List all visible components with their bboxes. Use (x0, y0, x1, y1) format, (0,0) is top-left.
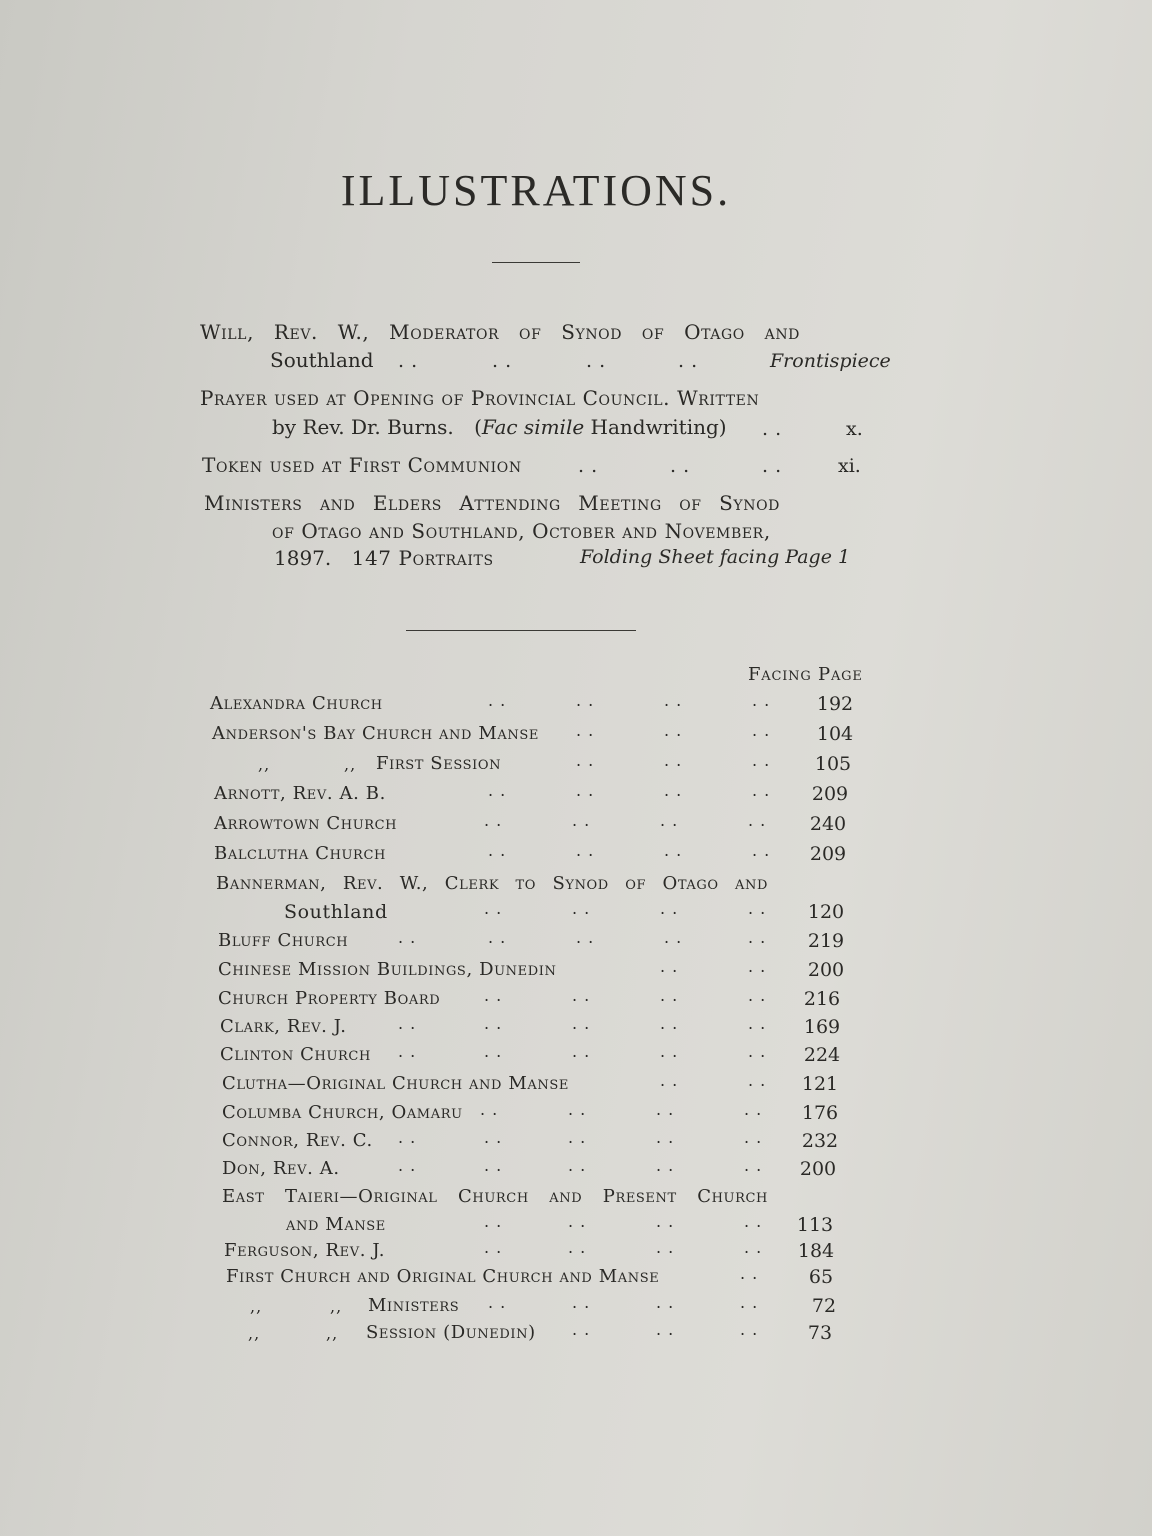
facing-page-header: Facing Page (748, 664, 863, 685)
list-item (0, 1016, 1152, 1044)
facing-page-number: 240 (809, 813, 847, 835)
leader-dots: . . (484, 899, 503, 918)
list-item-label: Clinton Church (220, 1044, 371, 1065)
list-item (0, 1266, 1152, 1294)
entry-will-line2 (270, 346, 374, 374)
leader-dots: . . (744, 1100, 763, 1119)
entry-prayer-facsimile: Fac simile (481, 415, 585, 439)
leader-dots: . . (484, 1238, 503, 1257)
entry-will-line1: Will, Rev. W., Moderator of Synod of Otago and (200, 320, 800, 344)
list-item (0, 813, 1152, 841)
leader-dots: . . (740, 1264, 759, 1283)
leader-dots: . . (568, 1212, 587, 1231)
page-title: ILLUSTRATIONS. (340, 166, 732, 215)
facing-page-number: 169 (803, 1016, 841, 1038)
leader-dots: . . (656, 1238, 675, 1257)
leader-dots: . . (748, 957, 767, 976)
list-item (0, 1240, 1152, 1268)
leader-dots: . . (484, 1156, 503, 1175)
leader-dots: . . (492, 350, 512, 372)
leader-dots: . . (568, 1238, 587, 1257)
facing-page-number: 200 (807, 959, 845, 981)
list-item-label: Session (Dunedin) (366, 1322, 536, 1343)
leader-dots: . . (748, 811, 767, 830)
facing-page-number: 184 (797, 1240, 835, 1262)
list-item-label: Clark, Rev. J. (220, 1016, 347, 1037)
list-item (0, 723, 1152, 751)
facing-page-number: 73 (807, 1322, 833, 1344)
list-item (0, 873, 1152, 929)
list-item-label: Ministers (368, 1295, 460, 1316)
entry-prayer-handwriting: Handwriting) (584, 415, 727, 439)
facing-page-number: 219 (807, 930, 845, 952)
list-item-label: Connor, Rev. C. (222, 1130, 373, 1151)
entry-ministers-year: 1897. (274, 546, 332, 570)
list-item-label: Columba Church, Oamaru (222, 1102, 463, 1123)
leader-dots: . . (568, 1128, 587, 1147)
leader-dots: . . (748, 986, 767, 1005)
ditto-mark: ,, (248, 1324, 261, 1343)
list-item-label: First Church and Original Church and Manse (226, 1266, 660, 1287)
leader-dots: . . (398, 1042, 417, 1061)
leader-dots: . . (656, 1293, 675, 1312)
facing-page-number: 176 (801, 1102, 839, 1124)
leader-dots: . . (660, 986, 679, 1005)
leader-dots: . . (572, 1042, 591, 1061)
facing-page-number: 72 (811, 1295, 837, 1317)
leader-dots: . . (660, 899, 679, 918)
leader-dots: . . (744, 1156, 763, 1175)
leader-dots: . . (664, 721, 683, 740)
facing-page-number: 65 (808, 1266, 834, 1288)
leader-dots: . . (576, 691, 595, 710)
entry-prayer-paren: ( (474, 415, 482, 439)
leader-dots: . . (656, 1100, 675, 1119)
list-item (0, 693, 1152, 721)
leader-dots: . . (488, 1293, 507, 1312)
leader-dots: . . (484, 1212, 503, 1231)
leader-dots: . . (664, 781, 683, 800)
leader-dots: . . (678, 350, 698, 372)
leader-dots: . . (740, 1293, 759, 1312)
leader-dots: . . (664, 928, 683, 947)
list-item-label: Balclutha Church (214, 843, 386, 864)
list-item-label: Arrowtown Church (214, 813, 398, 834)
list-item (0, 1044, 1152, 1072)
leader-dots: . . (586, 350, 606, 372)
leader-dots: . . (572, 1293, 591, 1312)
facing-page-number: 216 (803, 988, 841, 1010)
leader-dots: . . (576, 841, 595, 860)
entry-token: Token used at First Communion (202, 453, 522, 477)
leader-dots: . . (664, 841, 683, 860)
leader-dots: . . (660, 1042, 679, 1061)
ditto-mark: ,, (250, 1297, 263, 1316)
leader-dots: . . (748, 928, 767, 947)
leader-dots: . . (576, 781, 595, 800)
entry-prayer-line2 (272, 413, 727, 441)
leader-dots: . . (484, 1042, 503, 1061)
leader-dots: . . (752, 721, 771, 740)
leader-dots: . . (484, 986, 503, 1005)
leader-dots: . . (484, 1128, 503, 1147)
leader-dots: . . (572, 899, 591, 918)
list-item (0, 1073, 1152, 1101)
leader-dots: . . (660, 811, 679, 830)
facing-page-number: 113 (796, 1214, 834, 1236)
facing-page-number: 224 (803, 1044, 841, 1066)
list-item (0, 1295, 1152, 1323)
entry-prayer-by: by Rev. Dr. Burns. (272, 415, 454, 439)
list-item-label-continued: and Manse (286, 1214, 386, 1235)
facing-page-number: 121 (801, 1073, 839, 1095)
list-item-label: Anderson's Bay Church and Manse (212, 723, 539, 744)
leader-dots: . . (744, 1128, 763, 1147)
leader-dots: . . (656, 1212, 675, 1231)
leader-dots: . . (484, 1014, 503, 1033)
leader-dots: . . (572, 1014, 591, 1033)
leader-dots: . . (568, 1156, 587, 1175)
leader-dots: . . (488, 841, 507, 860)
leader-dots: . . (660, 957, 679, 976)
facing-page-number: 209 (811, 783, 849, 805)
entry-ministers-line2: of Otago and Southland, October and November, (272, 519, 771, 543)
entry-will-southland: Southland (270, 348, 374, 372)
leader-dots: . . (480, 1100, 499, 1119)
list-item (0, 1130, 1152, 1158)
facing-page-number: 192 (816, 693, 854, 715)
leader-dots: . . (572, 811, 591, 830)
entry-ministers-portraits: 147 Portraits (351, 546, 494, 570)
section-rule (406, 630, 636, 631)
leader-dots: . . (656, 1156, 675, 1175)
facing-page-number: 232 (801, 1130, 839, 1152)
leader-dots: . . (484, 811, 503, 830)
ditto-mark: ,, (344, 755, 357, 774)
list-item (0, 783, 1152, 811)
leader-dots: . . (488, 928, 507, 947)
leader-dots: . . (660, 1071, 679, 1090)
list-item-label: Alexandra Church (210, 693, 383, 714)
ditto-mark: ,, (330, 1297, 343, 1316)
leader-dots: . . (488, 781, 507, 800)
leader-dots: . . (664, 691, 683, 710)
leader-dots: . . (670, 455, 690, 477)
leader-dots: . . (398, 1014, 417, 1033)
leader-dots: . . (572, 1320, 591, 1339)
leader-dots: . . (752, 691, 771, 710)
leader-dots: . . (572, 986, 591, 1005)
leader-dots: . . (744, 1238, 763, 1257)
leader-dots: . . (576, 721, 595, 740)
leader-dots: . . (576, 751, 595, 770)
entry-token-ref: xi. (838, 455, 861, 477)
leader-dots: . . (748, 1042, 767, 1061)
facing-page-number: 120 (807, 901, 845, 923)
facing-page-number: 104 (816, 723, 854, 745)
entry-prayer-line1: Prayer used at Opening of Provincial Council. Written (200, 386, 760, 410)
leader-dots: . . (660, 1014, 679, 1033)
leader-dots: . . (568, 1100, 587, 1119)
facing-page-number: 209 (809, 843, 847, 865)
entry-ministers-line3 (274, 544, 494, 572)
entry-will-ref: Frontispiece (770, 350, 891, 372)
leader-dots: . . (748, 899, 767, 918)
facing-page-number: 200 (799, 1158, 837, 1180)
leader-dots: . . (752, 751, 771, 770)
entry-prayer-ref: x. (846, 418, 863, 440)
list-item (0, 930, 1152, 958)
list-item-label: Arnott, Rev. A. B. (214, 783, 386, 804)
list-item (0, 1322, 1152, 1350)
list-item-label: Bannerman, Rev. W., Clerk to Synod of Otago and (216, 873, 768, 894)
leader-dots: . . (578, 455, 598, 477)
facing-page-number: 105 (814, 753, 852, 775)
ditto-mark: ,, (258, 755, 271, 774)
leader-dots: . . (762, 455, 782, 477)
leader-dots: . . (488, 691, 507, 710)
ditto-mark: ,, (326, 1324, 339, 1343)
list-item (0, 1158, 1152, 1186)
leader-dots: . . (656, 1320, 675, 1339)
leader-dots: . . (398, 928, 417, 947)
list-item-label: Church Property Board (218, 988, 441, 1009)
leader-dots: . . (398, 1128, 417, 1147)
leader-dots: . . (398, 1156, 417, 1175)
leader-dots: . . (748, 1071, 767, 1090)
entry-ministers-line1: Ministers and Elders Attending Meeting of Synod (204, 491, 780, 515)
leader-dots: . . (656, 1128, 675, 1147)
list-item (0, 753, 1152, 781)
leader-dots: . . (762, 418, 782, 440)
leader-dots: . . (752, 781, 771, 800)
leader-dots: . . (752, 841, 771, 860)
leader-dots: . . (744, 1212, 763, 1231)
leader-dots: . . (740, 1320, 759, 1339)
list-item-label: First Session (376, 753, 502, 774)
leader-dots: . . (398, 350, 418, 372)
list-item-label: Chinese Mission Buildings, Dunedin (218, 959, 557, 980)
list-item (0, 843, 1152, 871)
leader-dots: . . (748, 1014, 767, 1033)
list-item-label: Don, Rev. A. (222, 1158, 340, 1179)
list-item (0, 1102, 1152, 1130)
list-item (0, 959, 1152, 987)
list-item-label: Clutha—Original Church and Manse (222, 1073, 569, 1094)
list-item-label: East Taieri—Original Church and Present Church (222, 1186, 768, 1207)
leader-dots: . . (664, 751, 683, 770)
list-item-label: Ferguson, Rev. J. (224, 1240, 386, 1261)
list-item (0, 988, 1152, 1016)
list-item-label: Bluff Church (218, 930, 349, 951)
entry-ministers-ref: Folding Sheet facing Page 1 (580, 546, 851, 568)
leader-dots: . . (576, 928, 595, 947)
list-item-label-continued: Southland (284, 901, 388, 923)
title-rule (492, 262, 580, 263)
